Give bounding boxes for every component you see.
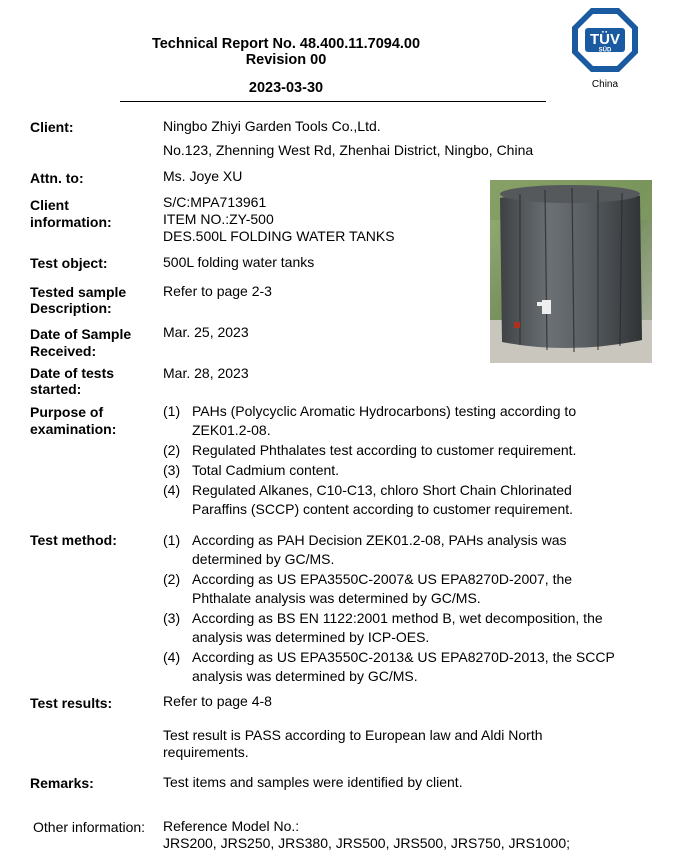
purpose-line: PAHs (Polycyclic Aromatic Hydrocarbons) testing according to xyxy=(192,403,577,419)
other-info-line-1: Reference Model No.: xyxy=(163,818,300,834)
logo-region: China xyxy=(591,79,619,90)
purpose-num: (1) xyxy=(163,403,181,419)
method-line: According as BS EN 1122:2001 method B, wet decomposition, the xyxy=(192,610,603,626)
date-received-value: Mar. 25, 2023 xyxy=(163,324,249,340)
date-started-value: Mar. 28, 2023 xyxy=(163,365,249,381)
test-result-pass: Test result is PASS according to European law and Aldi North xyxy=(163,727,543,743)
tested-sample-value: Refer to page 2-3 xyxy=(163,283,272,299)
logo-sub: SÜD xyxy=(598,47,612,54)
method-line: According as US EPA3550C-2013& US EPA8270D-2013, the SCCP xyxy=(192,649,615,665)
method-line: Phthalate analysis was determined by GC/MS. xyxy=(192,590,481,606)
method-line: determined by GC/MS. xyxy=(192,551,335,567)
client-info-line-3: DES.500L FOLDING WATER TANKS xyxy=(163,228,395,244)
report-number: Technical Report No. 48.400.11.7094.00 xyxy=(151,36,421,52)
method-line: According as US EPA3550C-2007& US EPA8270D-2007, the xyxy=(192,571,573,587)
purpose-line: ZEK01.2-08. xyxy=(192,422,271,438)
method-line: analysis was determined by ICP-OES. xyxy=(192,629,430,645)
test-results-label: Test results: xyxy=(30,695,113,711)
client-info-label: Client xyxy=(30,197,69,213)
date-started-label-2: started: xyxy=(30,381,82,397)
report-date: 2023-03-30 xyxy=(248,80,324,96)
date-received-label: Date of Sample xyxy=(30,326,132,342)
purpose-num: (3) xyxy=(163,462,181,478)
tested-sample-label-2: Description: xyxy=(30,300,112,316)
date-started-label: Date of tests xyxy=(30,365,115,381)
test-object-value: 500L folding water tanks xyxy=(163,254,315,270)
attn-value: Ms. Joye XU xyxy=(163,168,243,184)
purpose-line: Regulated Phthalates test according to customer requirement. xyxy=(192,442,577,458)
client-info-label-2: information: xyxy=(30,214,112,230)
revision: Revision 00 xyxy=(245,52,327,68)
method-line: According as PAH Decision ZEK01.2-08, PAHs analysis was xyxy=(192,532,567,548)
remarks-value: Test items and samples were identified by client. xyxy=(163,774,463,790)
client-info-line-1: S/C:MPA713961 xyxy=(163,194,267,210)
test-object-label: Test object: xyxy=(30,255,108,271)
purpose-num: (4) xyxy=(163,482,181,498)
test-result-pass-2: requirements. xyxy=(163,744,249,760)
client-name: Ningbo Zhiyi Garden Tools Co.,Ltd. xyxy=(163,118,381,134)
method-num: (4) xyxy=(163,649,181,665)
other-info-line-2: JRS200, JRS250, JRS380, JRS500, JRS500, JRS750, JRS1000; xyxy=(163,835,570,851)
tuv-logo xyxy=(570,6,640,88)
test-method-label: Test method: xyxy=(30,532,117,548)
test-results-value: Refer to page 4-8 xyxy=(163,693,272,709)
purpose-line: Regulated Alkanes, C10-C13, chloro Short Chain Chlorinated xyxy=(192,482,572,498)
client-label: Client: xyxy=(30,119,74,135)
product-photo xyxy=(490,180,652,363)
logo-brand: TÜV xyxy=(590,31,620,48)
purpose-num: (2) xyxy=(163,442,181,458)
purpose-line: Total Cadmium content. xyxy=(192,462,340,478)
other-info-label: Other information: xyxy=(33,819,146,835)
remarks-label: Remarks: xyxy=(30,775,94,791)
method-num: (2) xyxy=(163,571,181,587)
purpose-line: Paraffins (SCCP) content according to customer requirement. xyxy=(192,501,574,517)
header-divider xyxy=(120,101,546,102)
method-line: analysis was determined by GC/MS. xyxy=(192,668,418,684)
attn-label: Attn. to: xyxy=(30,170,84,186)
date-received-label-2: Received: xyxy=(30,343,97,359)
purpose-label-2: examination: xyxy=(30,421,117,437)
method-num: (3) xyxy=(163,610,181,626)
purpose-label: Purpose of xyxy=(30,404,104,420)
tested-sample-label: Tested sample xyxy=(30,284,127,300)
tuv-octagon-icon xyxy=(570,6,640,74)
client-info-line-2: ITEM NO.:ZY-500 xyxy=(163,211,274,227)
client-address: No.123, Zhenning West Rd, Zhenhai District, Ningbo, China xyxy=(163,142,534,158)
method-num: (1) xyxy=(163,532,181,548)
